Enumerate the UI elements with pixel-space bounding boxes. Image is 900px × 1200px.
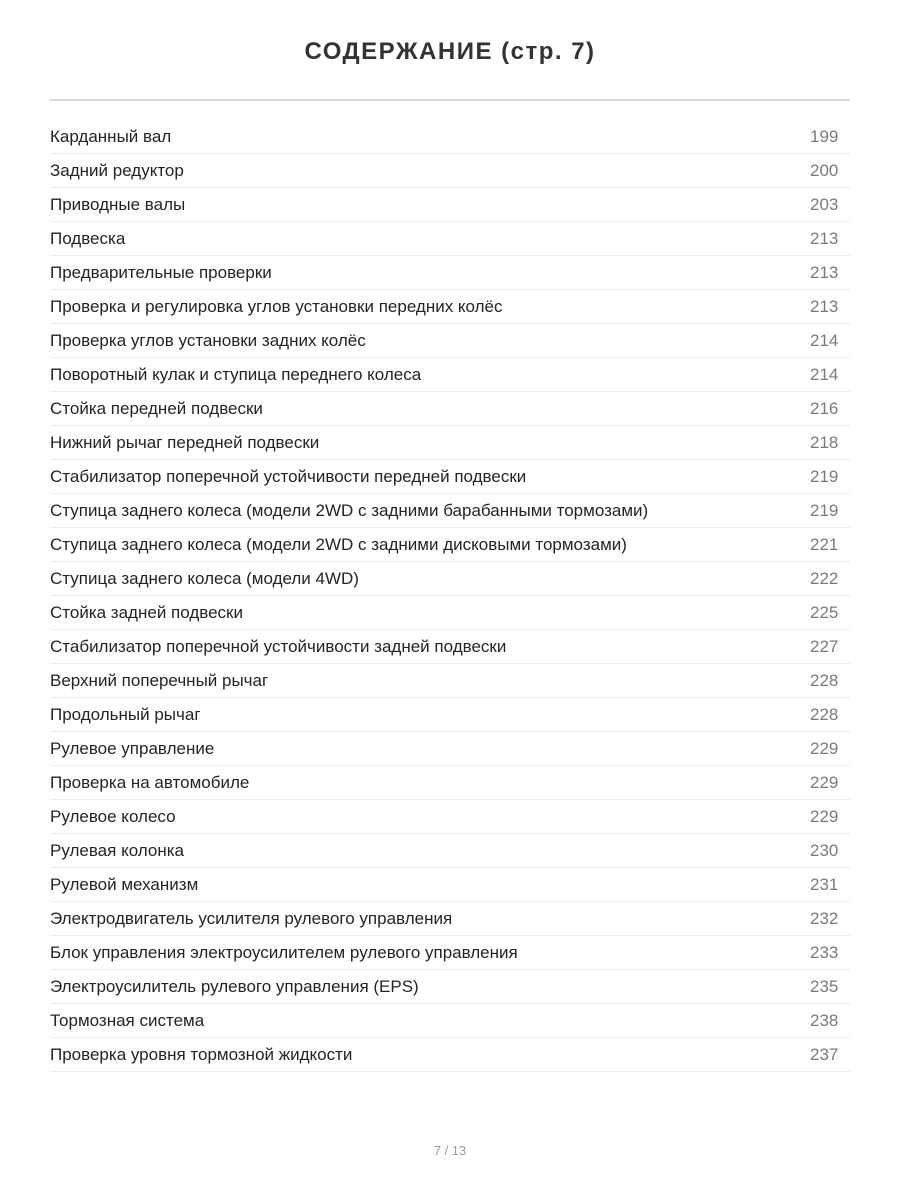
toc-entry-page-number: 216 [810,398,839,418]
toc-entry-title: Задний редуктор [50,160,184,180]
toc-entry-title: Блок управления электроусилителем рулевого управления [50,942,518,962]
toc-entry-page-number: 229 [810,738,839,758]
toc-entry[interactable] [50,1038,850,1072]
toc-entry[interactable] [50,596,850,630]
toc-entry[interactable] [50,936,850,970]
toc-entry-title: Карданный вал [50,126,172,146]
title-divider [50,99,850,101]
toc-entry[interactable] [50,290,850,324]
toc-entry-title: Ступица заднего колеса (модели 4WD) [50,568,359,588]
toc-entry-title: Рулевое управление [50,738,215,758]
toc-entry[interactable] [50,766,850,800]
toc-entry-page-number: 219 [810,500,839,520]
toc-entry-title: Электродвигатель усилителя рулевого управления [50,908,453,928]
toc-entry-title: Ступица заднего колеса (модели 2WD с задними барабанными тормозами) [50,500,649,520]
toc-entry-title: Рулевой механизм [50,874,199,894]
toc-entry[interactable] [50,732,850,766]
toc-entry[interactable] [50,698,850,732]
toc-entry[interactable] [50,902,850,936]
toc-entry[interactable] [50,528,850,562]
toc-entry[interactable] [50,154,850,188]
toc-entry-page-number: 229 [810,772,839,792]
toc-entry-page-number: 213 [810,296,839,316]
toc-entry[interactable] [50,868,850,902]
toc-entry[interactable] [50,970,850,1004]
toc-entry-title: Проверка на автомобиле [50,772,250,792]
toc-entry-page-number: 214 [810,330,839,350]
toc-entry[interactable] [50,426,850,460]
toc-entry[interactable] [50,358,850,392]
toc-entry-page-number: 221 [810,534,839,554]
toc-entry-page-number: 235 [810,976,839,996]
toc-entry-title: Проверка углов установки задних колёс [50,330,366,350]
toc-entry-title: Стойка передней подвески [50,398,263,418]
toc-entry-title: Рулевая колонка [50,840,184,860]
toc-entry[interactable] [50,562,850,596]
toc-entry-page-number: 237 [810,1044,839,1064]
toc-entry-page-number: 218 [810,432,839,452]
toc-entry[interactable] [50,188,850,222]
toc-entry[interactable] [50,256,850,290]
toc-entry-title: Продольный рычаг [50,704,201,724]
toc-entry-page-number: 232 [810,908,839,928]
toc-entry-page-number: 238 [810,1010,839,1030]
toc-entry-page-number: 214 [810,364,839,384]
toc-entry-title: Предварительные проверки [50,262,272,282]
toc-entry-title: Ступица заднего колеса (модели 2WD с задними дисковыми тормозами) [50,534,627,554]
toc-entry-page-number: 222 [810,568,839,588]
toc-entry-page-number: 233 [810,942,839,962]
toc-entry-page-number: 199 [810,126,839,146]
page-indicator: 7 / 13 [433,1143,467,1158]
toc-entry[interactable] [50,800,850,834]
toc-entry-title: Тормозная система [50,1010,205,1030]
toc-entry-title: Поворотный кулак и ступица переднего колеса [50,364,422,384]
toc-entry-title: Стабилизатор поперечной устойчивости передней подвески [50,466,527,486]
toc-entry[interactable] [50,494,850,528]
toc-entry-page-number: 229 [810,806,839,826]
toc-entry-title: Приводные валы [50,194,186,214]
toc-entry[interactable] [50,324,850,358]
toc-entry-page-number: 203 [810,194,839,214]
toc-entry-title: Электроусилитель рулевого управления (EPS) [50,976,419,996]
toc-entry-title: Стабилизатор поперечной устойчивости задней подвески [50,636,507,656]
toc-entry[interactable] [50,460,850,494]
toc-entry-title: Проверка уровня тормозной жидкости [50,1044,353,1064]
toc-entry[interactable] [50,222,850,256]
toc-entry-title: Нижний рычаг передней подвески [50,432,320,452]
toc-entry-page-number: 219 [810,466,839,486]
toc-entry[interactable] [50,120,850,154]
toc-entry-page-number: 231 [810,874,839,894]
toc-entry[interactable] [50,630,850,664]
page-title: СОДЕРЖАНИЕ (стр. 7) [304,38,596,65]
toc-entry[interactable] [50,1004,850,1038]
toc-entry[interactable] [50,664,850,698]
table-of-contents [50,120,850,1072]
toc-entry[interactable] [50,392,850,426]
toc-entry-page-number: 225 [810,602,839,622]
toc-entry-page-number: 213 [810,228,839,248]
toc-entry-title: Стойка задней подвески [50,602,243,622]
toc-entry-title: Рулевое колесо [50,806,176,826]
toc-entry-title: Подвеска [50,228,126,248]
toc-entry-page-number: 230 [810,840,839,860]
toc-entry-page-number: 228 [810,704,839,724]
toc-entry-title: Проверка и регулировка углов установки передних колёс [50,296,503,316]
toc-entry-page-number: 213 [810,262,839,282]
toc-entry-page-number: 200 [810,160,839,180]
toc-entry-page-number: 228 [810,670,839,690]
toc-entry-title: Верхний поперечный рычаг [50,670,269,690]
toc-entry-page-number: 227 [810,636,839,656]
toc-entry[interactable] [50,834,850,868]
